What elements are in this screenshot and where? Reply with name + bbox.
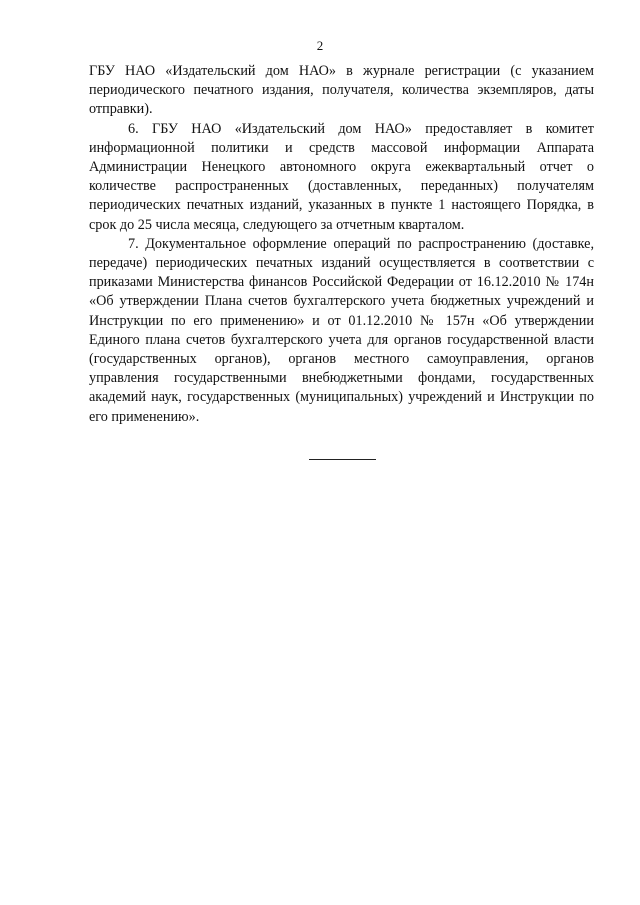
end-of-document-rule xyxy=(309,459,376,460)
paragraph-item-6: 6. ГБУ НАО «Издательский дом НАО» предоставляет в комитет информационной политики и средств массовой информации Аппарата Администрации Ненецкого автономного округа ежеквартальный отчет о количестве распространенных (доставленных, переданных) получателям периодических печатных изданий, указанных в пункте 1 настоящего Порядка, в срок до 25 числа месяца, следующего за отчетным кварталом. xyxy=(89,120,594,233)
page-number: 2 xyxy=(316,38,324,53)
paragraph-item-7: 7. Документальное оформление операций по распространению (доставке, передаче) периодических печатных изданий осуществляется в соответствии с приказами Министерства финансов Российской Федерации от 16.12.2010 № 174н «Об утверждении Плана счетов бухгалтерского учета бюджетных учреждений и Инструкции по его применению» и от 01.12.2010 № 157н «Об утверждении Единого плана счетов бухгалтерского учета для органов государственной власти (государственных органов), органов местного самоуправления, органов управления государственными внебюджетными фондами, государственных академий наук, государственных (муниципальных) учреждений и Инструкции по его применению». xyxy=(89,235,594,425)
paragraph-continuation: ГБУ НАО «Издательский дом НАО» в журнале регистрации (с указанием периодического печатного издания, получателя, количества экземпляров, даты отправки). xyxy=(89,63,594,118)
document-body xyxy=(89,62,594,427)
